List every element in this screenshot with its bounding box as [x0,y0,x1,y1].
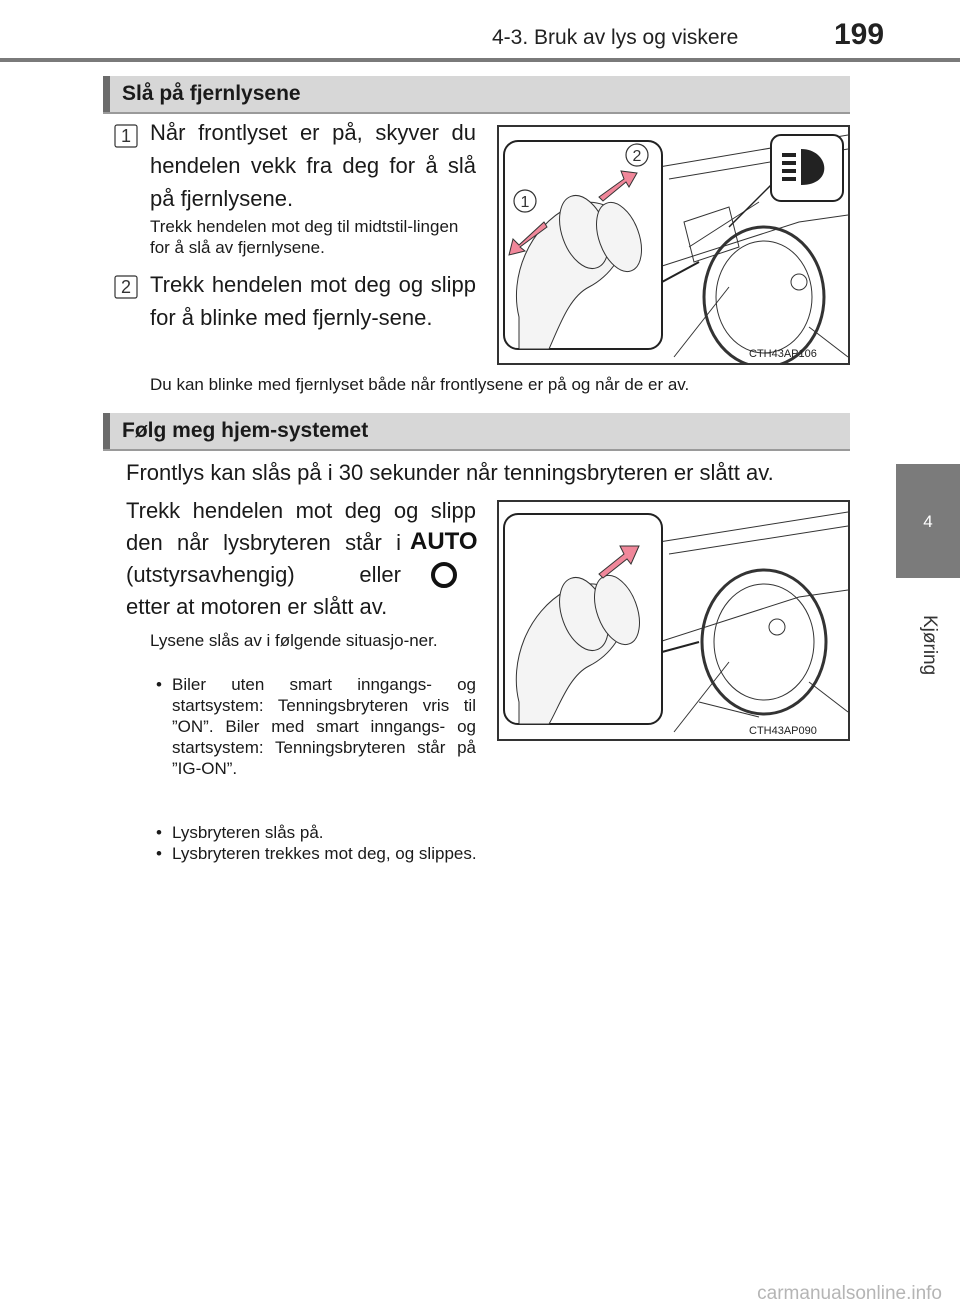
section-2-body-line-2: den når lysbryteren står i [126,530,401,555]
auto-switch-symbol: AUTO [410,528,478,555]
off-position-icon [429,560,459,590]
section-1-footer-note: Du kan blinke med fjernlyset både når frontlysene er på og når de er av. [150,375,690,394]
step-1-number: 1 [120,126,132,146]
step-2-number: 2 [120,277,132,297]
section-heading-follow-me-home: Følg meg hjem-systemet [103,413,850,449]
list-item: • Biler uten smart inngangs- og startsystem: Tenningsbryteren vris til ”ON”. Biler med smart inngangs- og startsystem: Tenningsbryteren står på ”IG-ON”. [150,674,476,779]
page-number: 199 [834,18,885,51]
section-heading-rule [103,112,850,114]
section-2-note-intro: Lysene slås av i følgende situasjo-ner. [150,631,438,650]
svg-text:2: 2 [632,148,642,165]
chapter-tab-label: Kjøring [919,615,940,676]
header-rule [0,58,960,62]
section-2-body-line-4: etter at motoren er slått av. [126,594,388,619]
illustration-lever-and-dashboard [499,127,848,363]
chapter-tab-number: 4 [923,512,933,531]
section-heading-high-beams: Slå på fjernlysene [103,76,850,112]
step-1-text: Når frontlyset er på, skyver du hendelen vekk fra deg for å slå på fjernlysene. [150,120,476,211]
figure-1-code: CTH43AP106 [749,348,817,360]
section-heading-rule-2 [103,449,850,451]
step-1-note: Trekk hendelen mot deg til midtstil-lingen for å slå av fjernlysene. [150,217,459,257]
step-2-badge [114,275,138,299]
section-2-bullet-list [150,674,476,779]
section-2-bullet-list-cont [150,822,850,864]
chapter-tab-label-wrap [900,615,960,675]
figure-2-code: CTH43AP090 [749,725,817,737]
figure-follow-me-home-lever [497,500,850,741]
step-1-badge [114,124,138,148]
watermark: carmanualsonline.info [757,1283,942,1304]
section-2-intro: Frontlys kan slås på i 30 sekunder når tenningsbryteren er slått av. [126,460,774,485]
section-2-body-line-1: Trekk hendelen mot deg og slipp [126,498,476,523]
step-2-text: Trekk hendelen mot deg og slipp for å blinke med fjernly-sene. [150,272,476,330]
running-header-section: 4-3. Bruk av lys og viskere [492,26,739,49]
figure-high-beam-lever [497,125,850,365]
section-2-body-line-3: (utstyrsavhengig) eller [126,562,401,587]
illustration-lever-pull [499,502,848,739]
list-item: • Lysbryteren trekkes mot deg, og slippes. [150,843,850,864]
svg-text:1: 1 [520,194,530,211]
list-item: • Lysbryteren slås på. [150,822,850,843]
